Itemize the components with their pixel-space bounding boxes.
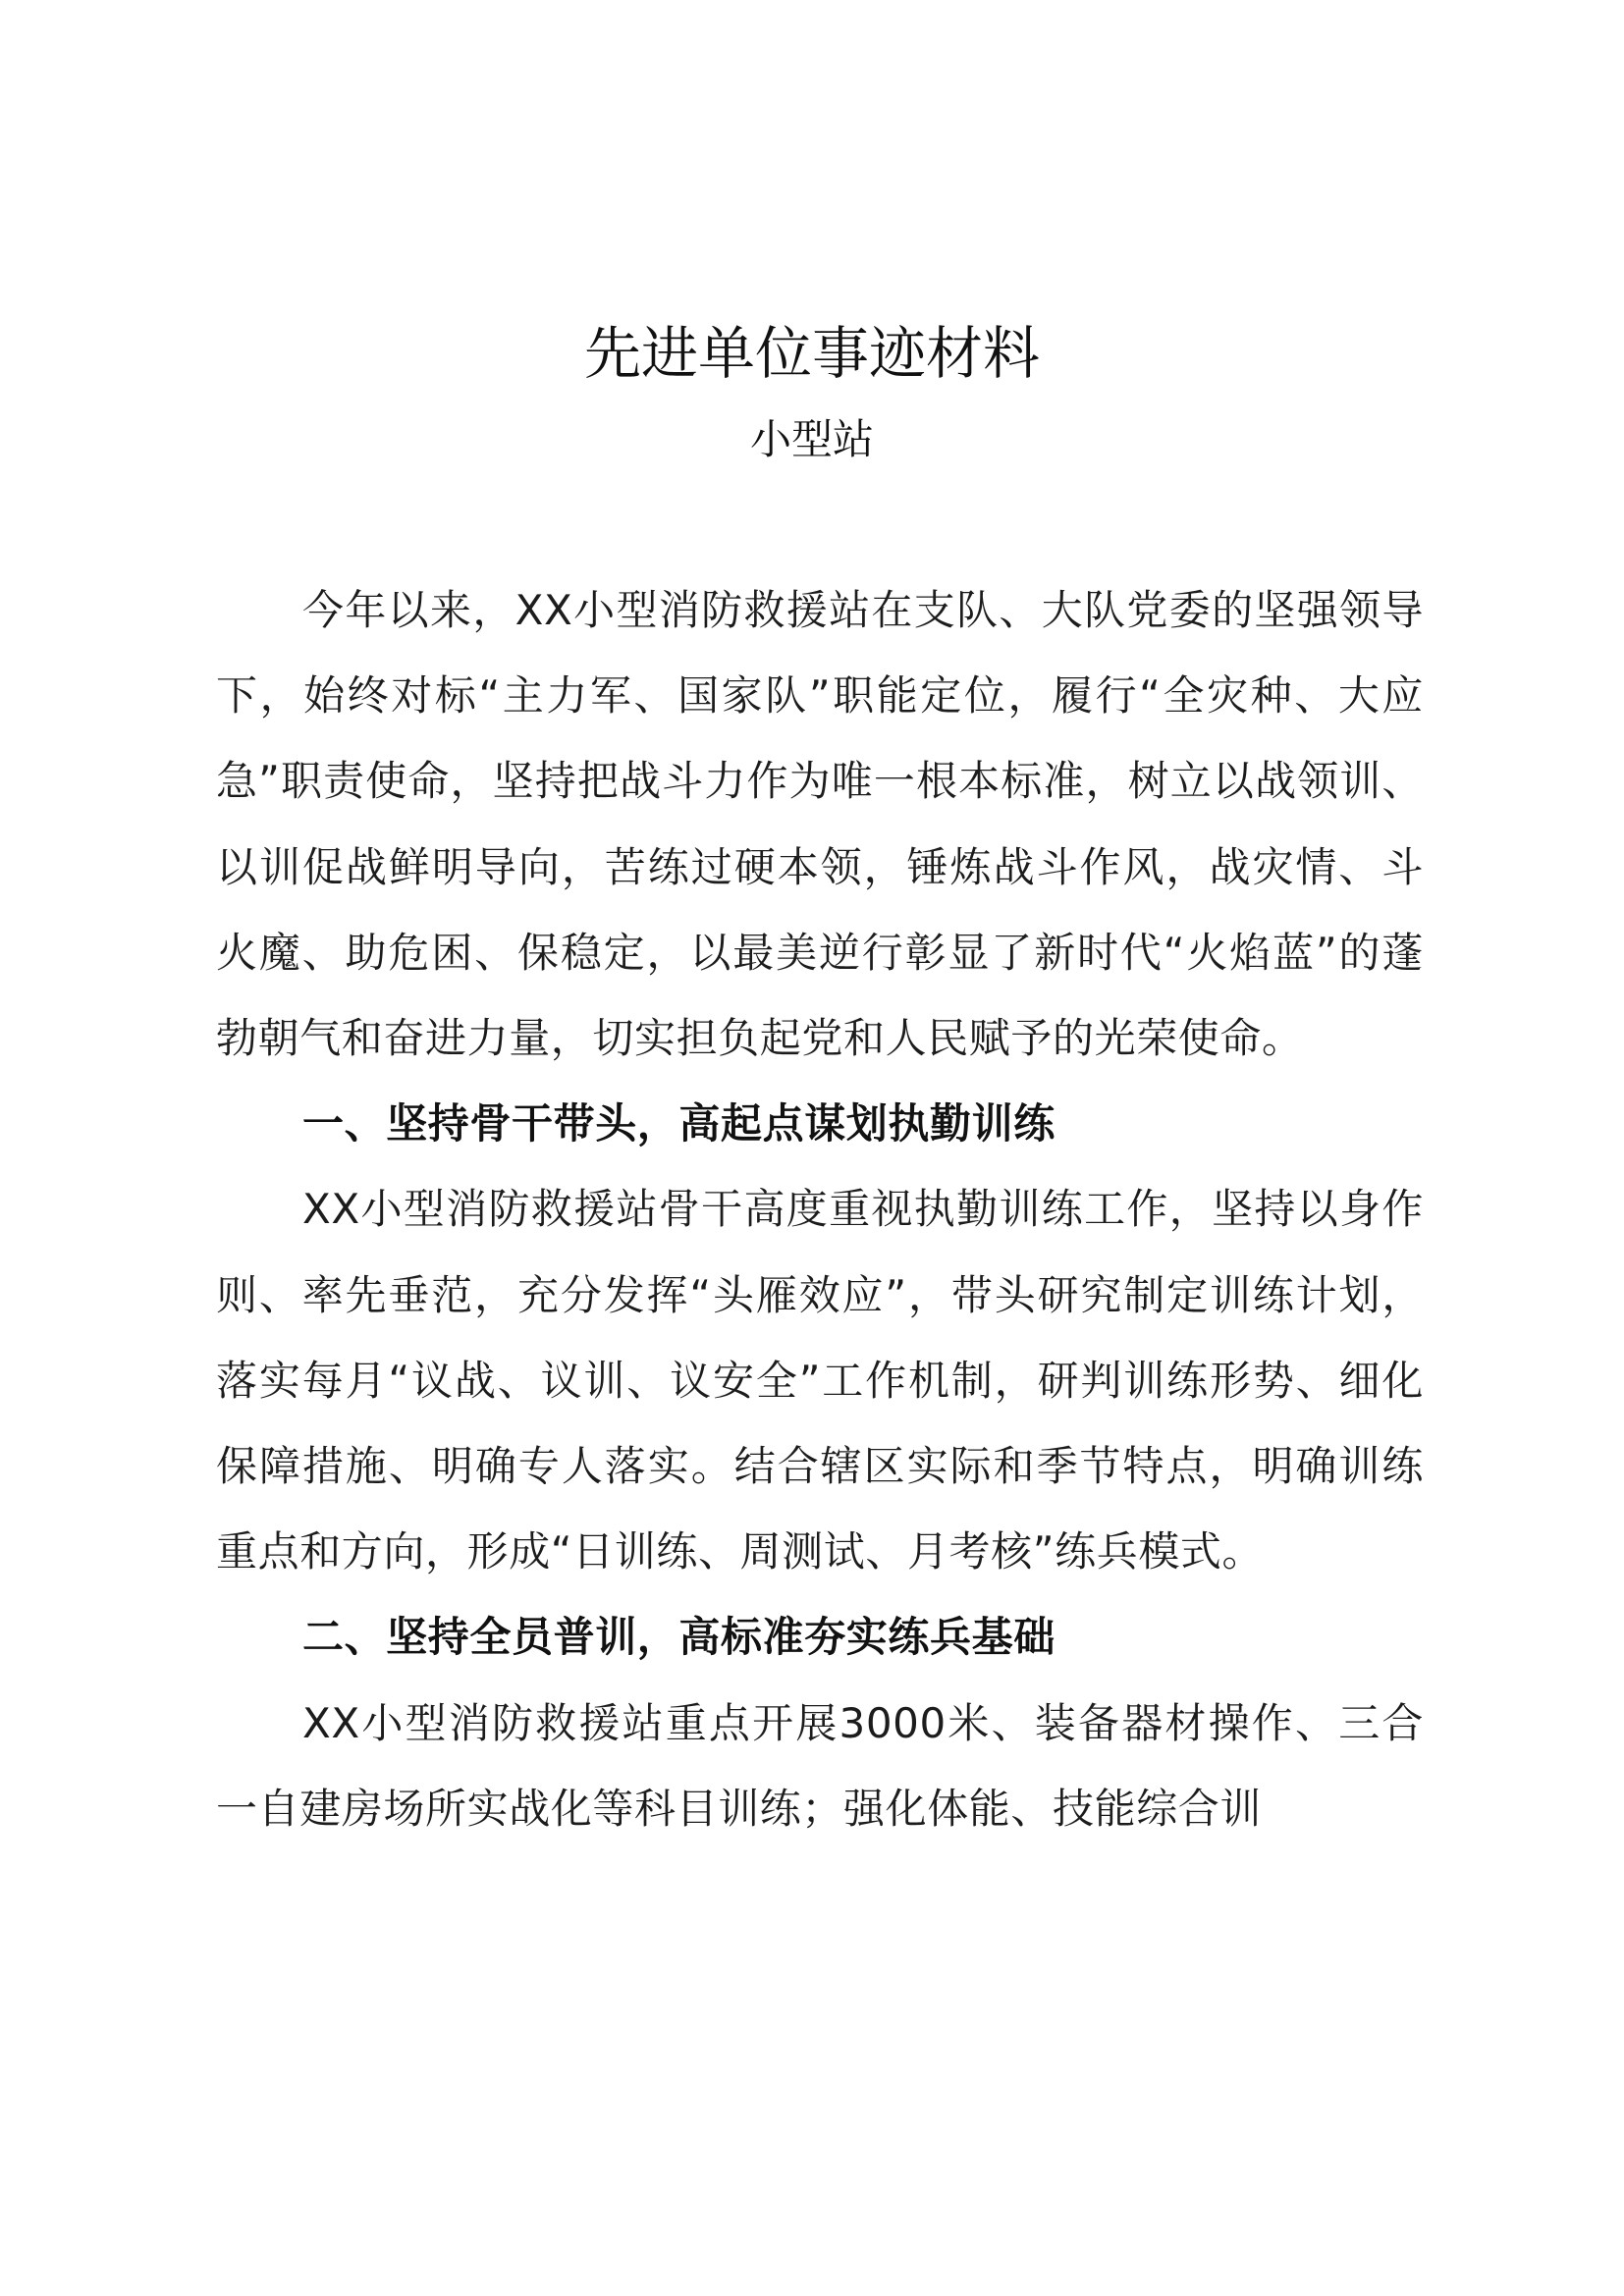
section-paragraph-1: XX小型消防救援站骨干高度重视执勤训练工作，坚持以身作则、率先垂范，充分发挥“头雁效应”，带头研究制定训练计划，落实每月“议战、议训、议安全”工作机制，研判训练形势、细化保障措施、明确专人落实。结合辖区实际和季节特点，明确训练重点和方向，形成“日训练、周测试、月考核”练兵模式。 xyxy=(216,1185,1424,1576)
document-title: 先进单位事迹材料 xyxy=(583,320,1040,387)
section-paragraph-2: XX小型消防救援站重点开展3000米、装备器材操作、三合一自建房场所实战化等科目训练；强化体能、技能综合训 xyxy=(216,1698,1424,1833)
section-heading-1: 一、坚持骨干带头，高起点谋划执勤训练 xyxy=(302,1099,1056,1148)
section-heading-2: 二、坚持全员普训，高标准夯实练兵基础 xyxy=(302,1613,1056,1662)
intro-paragraph: 今年以来，XX小型消防救援站在支队、大队党委的坚强领导下，始终对标“主力军、国家队”职能定位，履行“全灾种、大应急”职责使命，坚持把战斗力作为唯一根本标准，树立以战领训、以训促战鲜明导向，苦练过硬本领，锤炼战斗作风，战灾情、斗火魔、助危困、保稳定，以最美逆行彰显了新时代“火焰蓝”的蓬勃朝气和奋进力量，切实担负起党和人民赋予的光荣使命。 xyxy=(216,586,1424,1063)
document-subtitle: 小型站 xyxy=(749,415,874,463)
document-body xyxy=(216,567,1424,1851)
